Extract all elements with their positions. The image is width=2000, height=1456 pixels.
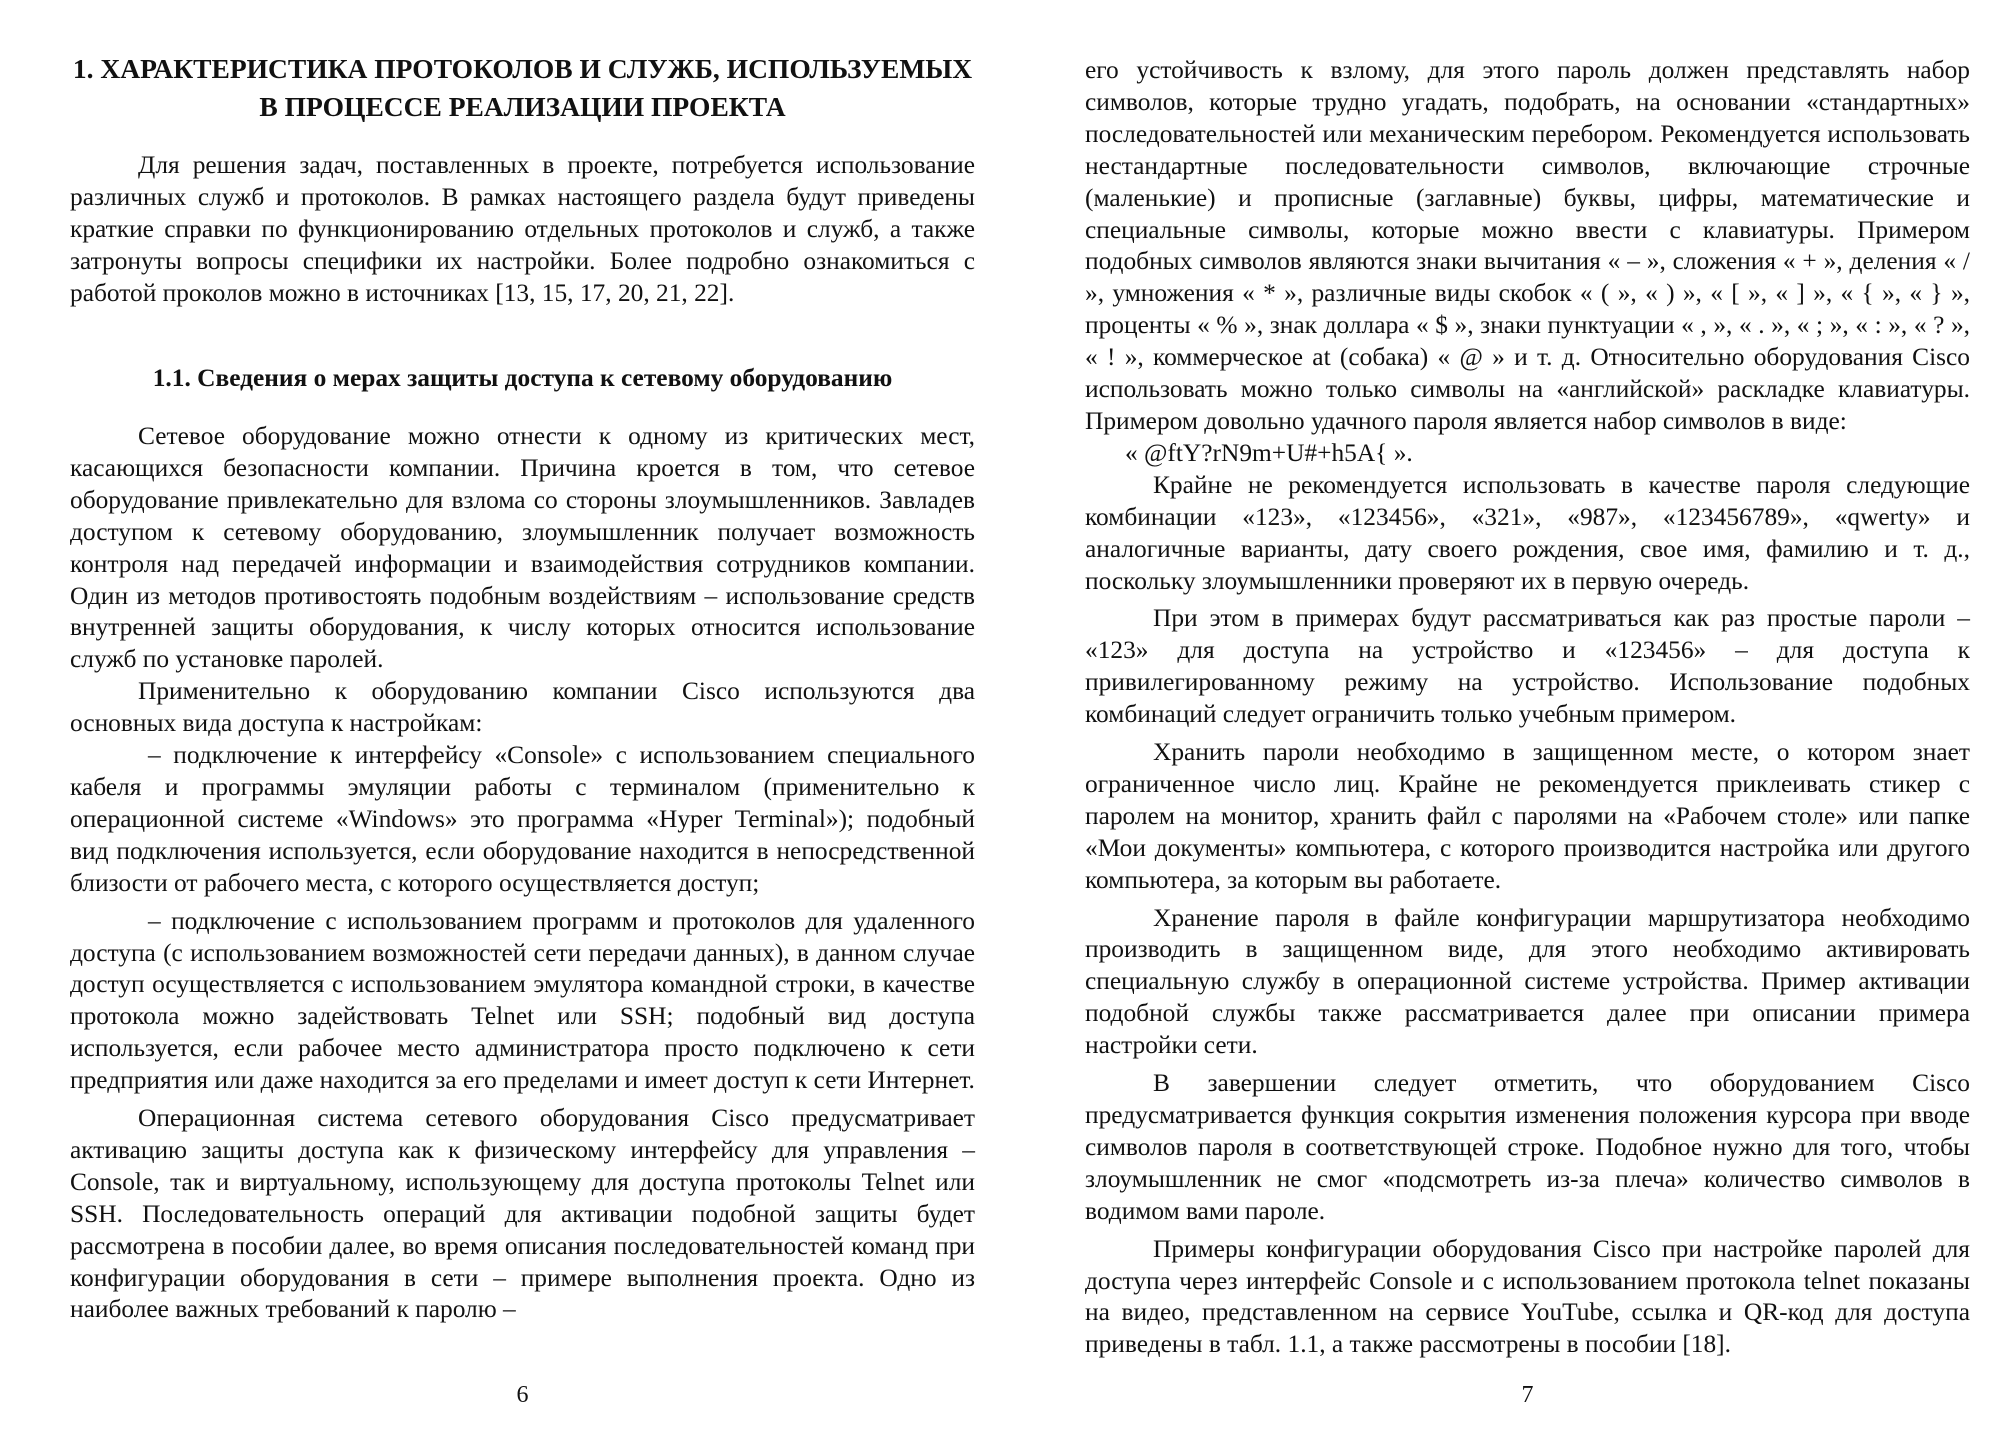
list-item: – подключение к интерфейсу «Console» с использованием специального кабеля и программы эмуляции работы с терминалом (применительно к операционной системе «Windows» это программа «Hyper Terminal»); подобный вид подключения используется, если оборудование находится в непосредственной близости от рабочего места, с которого осуществляется доступ; — [70, 741, 975, 897]
left-body — [70, 421, 975, 1326]
page-number: 7 — [1521, 1382, 1534, 1408]
paragraph: Хранение пароля в файле конфигурации маршрутизатора необходимо производить в защищенном виде, для этого необходимо активировать специальную службу в операционной системе устройства. Пример активации подобной службы также рассматривается далее при описании примера настройки сети. — [1085, 903, 1970, 1060]
paragraph: Крайне не рекомендуется использовать в качестве пароля следующие комбинации «123», «123456», «321», «987», «123456789», «qwerty» и аналогичные варианты, дату своего рождения, свое имя, фамилию и т. д., поскольку злоумышленники проверяют их в первую очередь. — [1085, 470, 1970, 595]
paragraph: Применительно к оборудованию компании Cisco используются два основных вида доступа к настройкам: — [70, 677, 975, 738]
page-number: 6 — [516, 1382, 529, 1408]
paragraph: Примеры конфигурации оборудования Cisco при настройке паролей для доступа через интерфейс Console и с использованием протокола telnet показаны на видео, представленном на сервисе YouTube, ссылка и QR-код для доступа приведены в табл. 1.1, а также рассмотрены в пособии [18]. — [1085, 1234, 1970, 1359]
password-example: « @ftY?rN9m+U#+h5A{ ». — [1125, 438, 1413, 467]
right-body — [1085, 55, 1970, 1361]
left-page — [70, 0, 975, 1456]
paragraph: В завершении следует отметить, что оборудованием Cisco предусматривается функция сокрытия изменения положения курсора при вводе символов пароля в соответствующей строке. Подобное нужно для того, чтобы злоумышленник не смог «подсмотреть из-за плеча» количество символов в водимом вами пароле. — [1085, 1069, 1970, 1225]
chapter-title: 1. ХАРАКТЕРИСТИКА ПРОТОКОЛОВ И СЛУЖБ, ИСПОЛЬЗУЕМЫХ В ПРОЦЕССЕ РЕАЛИЗАЦИИ ПРОЕКТА — [72, 53, 973, 122]
list-item: – подключение с использованием программ и протоколов для удаленного доступа (с использованием возможностей сети передачи данных), в данном случае доступ осуществляется с использованием эмулятора командной строки, в качестве протокола можно задействовать Telnet или SSH; подобный вид доступа используется, если рабочее место администратора просто подключено к сети предприятия или даже находится за его пределами и имеет доступ к сети Интернет. — [70, 906, 975, 1095]
intro-block — [70, 150, 975, 310]
paragraph: Хранить пароли необходимо в защищенном месте, о котором знает ограниченное число лиц. Крайне не рекомендуется приклеивать стикер с паролем на монитор, хранить файл с паролями на «Рабочем столе» или папке «Мои документы» компьютера, с которого производится настройка или другого компьютера, за которым вы работаете. — [1085, 738, 1970, 894]
section-title: 1.1. Сведения о мерах защиты доступа к сетевому оборудованию — [152, 364, 893, 392]
paragraph: Операционная система сетевого оборудования Cisco предусматривает активацию защиты доступа как к физическому интерфейсу для управления – Console, так и виртуальному, использующему для доступа протоколы Telnet или SSH. Последовательность операций для активации подобной защиты будет рассмотрена в пособии далее, во время описания последовательностей команд при конфигурации оборудования в сети – примере выполнения проекта. Одно из наиболее важных требований к паролю – — [70, 1104, 975, 1324]
paragraph: Сетевое оборудование можно отнести к одному из критических мест, касающихся безопасности компании. Причина кроется в том, что сетевое оборудование привлекательно для взлома со стороны злоумышленников. Завладев доступом к сетевому оборудованию, злоумышленник получает возможность контроля над передачей информации и взаимодействия сотрудников компании. Один из методов противостоять подобным воздействиям – использование средств внутренней защиты оборудования, к числу которых относится использование служб по установке паролей. — [70, 422, 975, 674]
paragraph: При этом в примерах будут рассматриваться как раз простые пароли – «123» для доступа на устройство и «123456» – для доступа к привилегированному режиму на устройство. Использование подобных комбинаций следует ограничить только учебным примером. — [1085, 604, 1970, 729]
intro-paragraph: Для решения задач, поставленных в проекте, потребуется использование различных служб и протоколов. В рамках настоящего раздела будут приведены краткие справки по функционированию отдельных протоколов и служб, а также затронуты вопросы специфики их настройки. Более подробно ознакомиться с работой проколов можно в источниках [13, 15, 17, 20, 21, 22]. — [70, 151, 975, 307]
paragraph: его устойчивость к взлому, для этого пароль должен представлять набор символов, которые трудно угадать, подобрать, на основании «стандартных» последовательностей или механическим перебором. Рекомендуется использовать нестандартные последовательности символов, включающие строчные (маленькие) и прописные (заглавные) буквы, цифры, математические и специальные символы, которые можно ввести с клавиатуры. Примером подобных символов являются знаки вычитания « – », сложения « + », деления « / », умножения « * », различные виды скобок « ( », « ) », « [ », « ] », « { », « } », проценты « % », знак доллара « $ », знаки пунктуации « , », « . », « ; », « : », « ? », « ! », коммерческое at (собака) « @ » и т. д. Относительно оборудования Cisco использовать можно только символы на «английской» раскладке клавиатуры. Примером довольно удачного пароля является набор символов в виде: — [1085, 56, 1970, 435]
right-page — [1085, 0, 1970, 1456]
